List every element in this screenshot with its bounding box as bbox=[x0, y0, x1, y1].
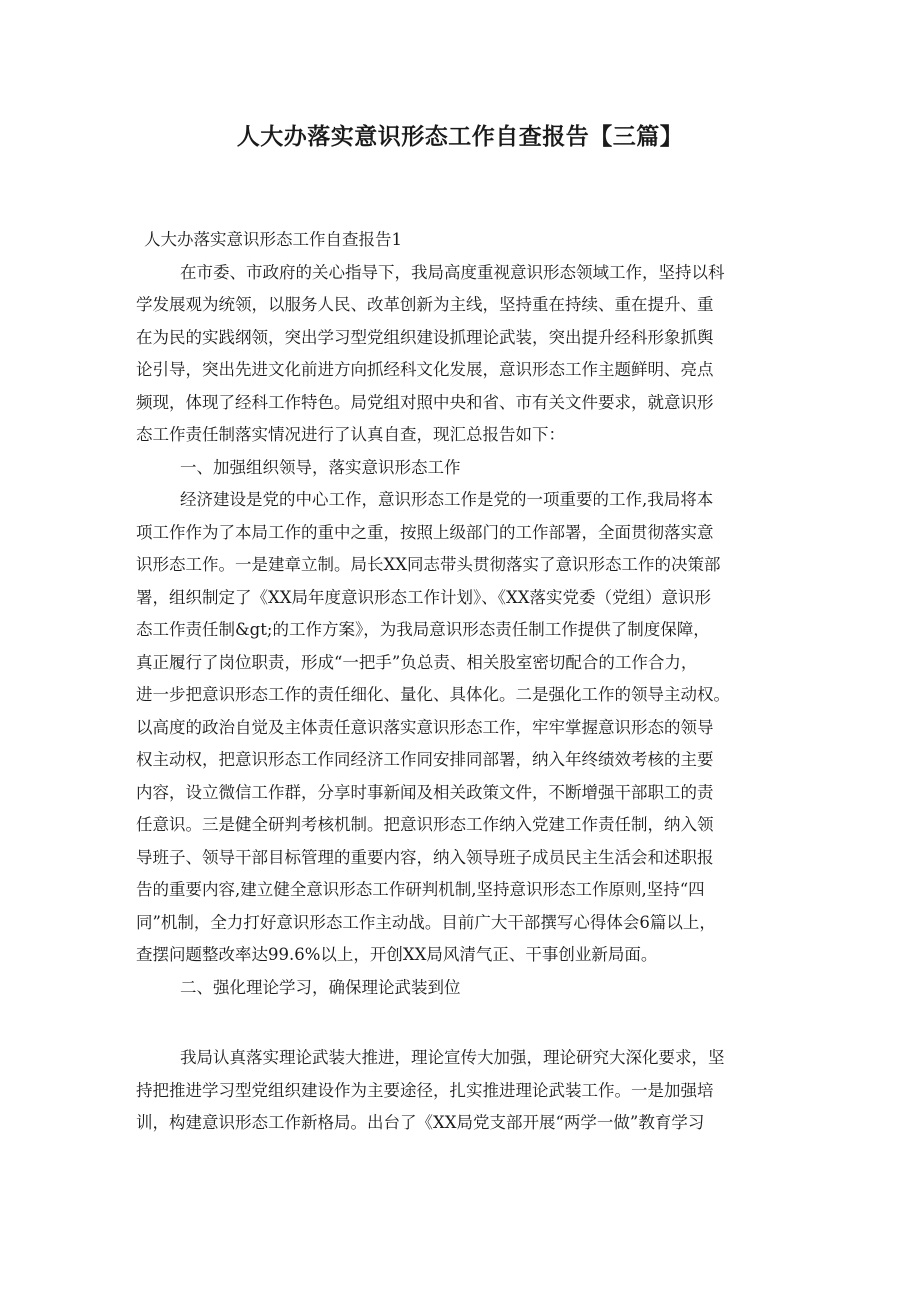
paragraph-section-1 bbox=[136, 484, 804, 972]
document-title: 人大办落实意识形态工作自查报告【三篇】 bbox=[236, 124, 684, 150]
paragraph-gap bbox=[136, 1004, 804, 1042]
document-body bbox=[136, 224, 804, 1140]
paragraph-line: 项工作作为了本局工作的重中之重，按照上级部门的工作部署，全面贯彻落实意 bbox=[136, 522, 714, 542]
paragraph-line: 内容，设立微信工作群，分享时事新闻及相关政策文件，不断增强干部职工的责 bbox=[136, 782, 714, 802]
paragraph-line: 以高度的政治自觉及主体责任意识落实意识形态工作，牢牢掌握意识形态的领导 bbox=[136, 717, 714, 737]
paragraph-line: 经济建设是党的中心工作，意识形态工作是党的一项重要的工作,我局将本 bbox=[180, 490, 714, 509]
paragraph-line: 态工作责任制落实情况进行了认真自查，现汇总报告如下： bbox=[136, 425, 565, 444]
section-heading-1: 一、加强组织领导，落实意识形态工作 bbox=[180, 457, 461, 477]
paragraph-line: 导班子、领导干部目标管理的重要内容，纳入领导班子成员民主生活会和述职报 bbox=[136, 847, 714, 867]
paragraph-line: 真正履行了岗位职责，形成“一把手”负总责、相关股室密切配合的工作合力， bbox=[136, 652, 698, 672]
paragraph-line: 学发展观为统领，以服务人民、改革创新为主线，坚持重在持续、重在提升、重 bbox=[136, 295, 714, 314]
paragraph-line: 进一步把意识形态工作的责任细化、量化、具体化。二是强化工作的领导主动权。 bbox=[136, 685, 730, 704]
paragraph-line: 论引导，突出先进文化前进方向抓经科文化发展，意识形态工作主题鲜明、亮点 bbox=[136, 360, 714, 379]
paragraph-line: 我局认真落实理论武装大推进，理论宣传大加强，理论研究大深化要求，坚 bbox=[180, 1048, 725, 1067]
paragraph-line: 在市委、市政府的关心指导下，我局高度重视意识形态领域工作，坚持以科 bbox=[180, 262, 725, 282]
section-subtitle: 人大办落实意识形态工作自查报告1 bbox=[144, 230, 402, 249]
paragraph-line: 查摆问题整改率达99.6%以上，开创XX局风清气正、干事创业新局面。 bbox=[136, 945, 658, 964]
section-heading-2: 二、强化理论学习，确保理论武装到位 bbox=[180, 977, 461, 997]
paragraph-line: 识形态工作。一是建章立制。局长XX同志带头贯彻落实了意识形态工作的决策部 bbox=[136, 555, 721, 574]
paragraph-section-2 bbox=[136, 1042, 804, 1140]
paragraph-line: 频现，体现了经科工作特色。局党组对照中央和省、市有关文件要求，就意识形 bbox=[136, 392, 714, 412]
paragraph-line: 同”机制，全力打好意识形态工作主动战。目前广大干部撰写心得体会6篇以上， bbox=[136, 912, 716, 932]
paragraph-line: 署，组织制定了《XX局年度意识形态工作计划》、《XX落实党委（党组）意识形 bbox=[136, 587, 711, 607]
paragraph-line: 告的重要内容,建立健全意识形态工作研判机制,坚持意识形态工作原则,坚持“四 bbox=[136, 880, 705, 899]
paragraph-line: 态工作责任制&gt;的工作方案》，为我局意识形态责任制工作提供了制度保障， bbox=[136, 620, 710, 639]
paragraph-line: 持把推进学习型党组织建设作为主要途径，扎实推进理论武装工作。一是加强培 bbox=[136, 1080, 714, 1100]
paragraph-line: 训，构建意识形态工作新格局。出台了《XX局党支部开展“两学一做”教育学习 bbox=[136, 1113, 705, 1132]
paragraph-intro bbox=[136, 257, 804, 452]
paragraph-line: 权主动权，把意识形态工作同经济工作同安排同部署，纳入年终绩效考核的主要 bbox=[136, 750, 714, 769]
paragraph-line: 在为民的实践纲领，突出学习型党组织建设抓理论武装，突出提升经科形象抓舆 bbox=[136, 327, 714, 347]
paragraph-line: 任意识。三是健全研判考核机制。把意识形态工作纳入党建工作责任制，纳入领 bbox=[136, 815, 714, 834]
